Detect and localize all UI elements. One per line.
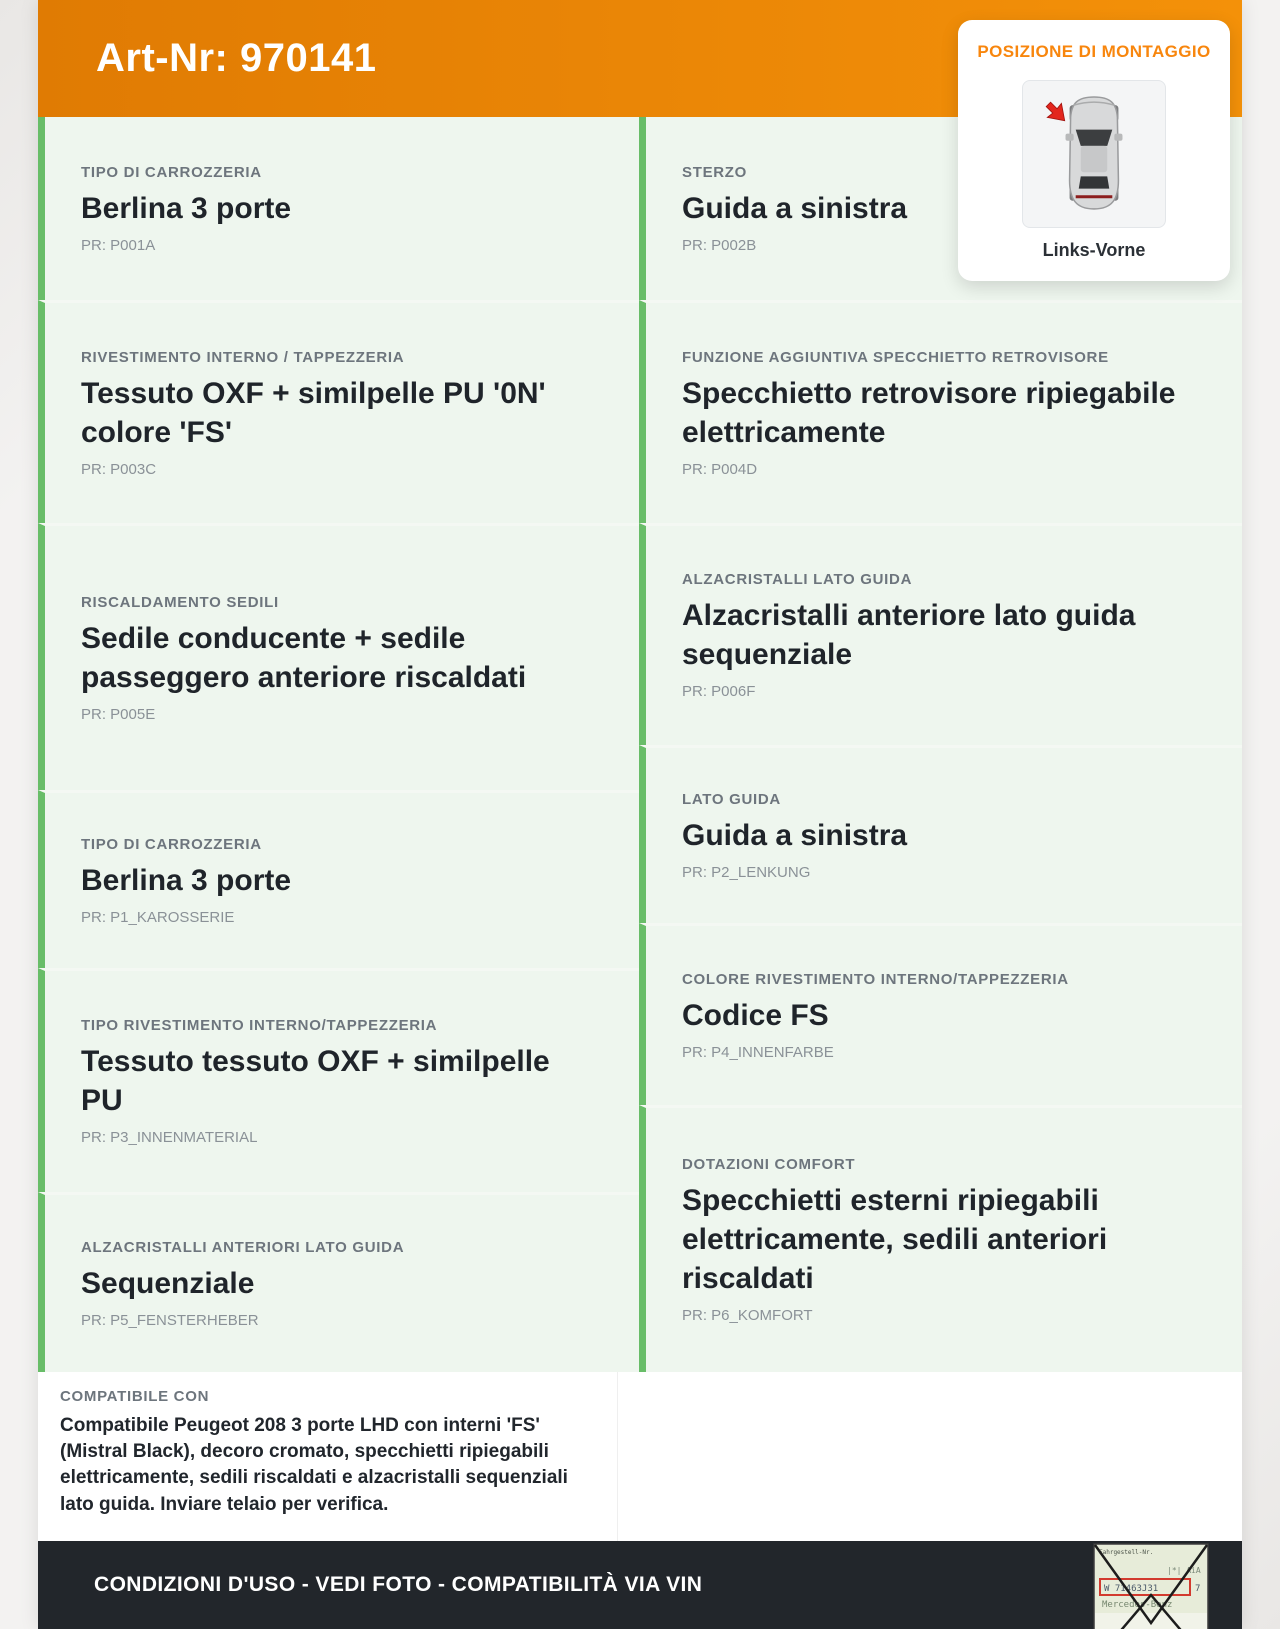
svg-text:|*| AiA: |*| AiA [1167, 1566, 1201, 1575]
option-title: Alzacristalli anteriore lato guida sequenziale [682, 599, 1136, 671]
option-pr-code: PR: P6_KOMFORT [682, 1307, 813, 1324]
crossed-envelope-vin-document-image [1093, 1543, 1209, 1629]
option-title: Specchietto retrovisore ripiegabile elettricamente [682, 376, 1176, 449]
option-title: Specchietti esterni ripiegabili elettricamente, sedili anteriori riscaldati [682, 1184, 1108, 1295]
option-card [38, 790, 639, 968]
svg-text:W 71463J31: W 71463J31 [1104, 1584, 1159, 1594]
option-card [38, 523, 639, 790]
option-pr-code: PR: P1_KAROSSERIE [81, 908, 235, 926]
option-label: LATO GUIDA [682, 790, 781, 808]
option-label: COLORE RIVESTIMENTO INTERNO/TAPPEZZERIA [682, 970, 1069, 988]
option-label: RIVESTIMENTO INTERNO / TAPPEZZERIA [81, 348, 405, 366]
option-label: STERZO [682, 163, 748, 181]
option-pr-code: PR: P006F [682, 683, 756, 700]
option-card [639, 1105, 1242, 1372]
svg-text:Fahrgestell-Nr.: Fahrgestell-Nr. [1099, 1549, 1154, 1556]
option-title: Tessuto tessuto OXF + similpelle PU [81, 1045, 550, 1117]
red-arrow-icon [1043, 99, 1069, 125]
option-pr-code: PR: P2_LENKUNG [682, 863, 811, 881]
footer-bar [38, 1541, 1242, 1629]
option-card [38, 117, 639, 300]
option-title: Berlina 3 porte [81, 191, 292, 225]
option-card [639, 923, 1242, 1105]
page-title: Art-Nr: 970141 [96, 36, 377, 80]
option-title: Berlina 3 porte [81, 863, 292, 897]
option-card [639, 745, 1242, 923]
svg-text:Mercedes-Benz: Mercedes-Benz [1102, 1600, 1173, 1610]
option-pr-code: PR: P002B [682, 236, 757, 254]
option-title: Sedile conducente + sedile passeggero anteriore riscaldati [81, 621, 527, 694]
option-pr-code: PR: P001A [81, 236, 156, 254]
mounting-position-title: POSIZIONE DI MONTAGGIO [977, 42, 1211, 61]
option-label: TIPO RIVESTIMENTO INTERNO/TAPPEZZERIA [81, 1017, 438, 1034]
mounting-position-value: Links-Vorne [1042, 240, 1146, 260]
option-title: Guida a sinistra [682, 818, 908, 852]
option-pr-code: PR: P5_FENSTERHEBER [81, 1311, 259, 1329]
option-card [38, 1192, 639, 1372]
footer-conditions-text: CONDIZIONI D'USO - VEDI FOTO - COMPATIBILITÀ VIA VIN [94, 1573, 703, 1596]
option-card [38, 300, 639, 523]
option-label: FUNZIONE AGGIUNTIVA SPECCHIETTO RETROVISORE [682, 348, 1109, 366]
car-top-view-icon [1063, 95, 1125, 213]
column-divider [617, 1372, 618, 1541]
compatibility-section [38, 1372, 1242, 1541]
option-card [639, 300, 1242, 523]
options-grid [38, 117, 1242, 1372]
option-pr-code: PR: P005E [81, 705, 156, 723]
mounting-position-image-frame [1022, 80, 1166, 228]
option-card [639, 523, 1242, 745]
option-pr-code: PR: P003C [81, 460, 157, 478]
svg-text:7: 7 [1195, 1584, 1201, 1594]
option-pr-code: PR: P004D [682, 460, 758, 478]
option-pr-code: PR: P3_INNENMATERIAL [81, 1129, 258, 1146]
option-title: Guida a sinistra [682, 191, 908, 225]
options-column-left [38, 117, 639, 1372]
option-label: RISCALDAMENTO SEDILI [81, 593, 279, 611]
option-label: TIPO DI CARROZZERIA [81, 163, 262, 181]
listing-page [38, 0, 1242, 1629]
mounting-position-card [958, 20, 1230, 281]
option-label: ALZACRISTALLI LATO GUIDA [682, 571, 913, 588]
option-label: TIPO DI CARROZZERIA [81, 835, 262, 853]
option-label: ALZACRISTALLI ANTERIORI LATO GUIDA [81, 1238, 405, 1256]
compatibility-label: COMPATIBILE CON [60, 1388, 210, 1405]
option-title: Tessuto OXF + similpelle PU '0N' colore 'FS' [81, 376, 546, 449]
option-pr-code: PR: P4_INNENFARBE [682, 1043, 834, 1061]
option-label: DOTAZIONI COMFORT [682, 1156, 856, 1173]
compatibility-text: Compatibile Peugeot 208 3 porte LHD con interni 'FS' (Mistral Black), decoro cromato, specchietti ripiegabili elettricamente, sedili riscaldati e alzacristalli sequenziali lato guida. Inviare telaio per verifica. [60, 1415, 568, 1515]
options-column-right [639, 117, 1242, 1372]
option-card [38, 968, 639, 1192]
option-title: Codice FS [682, 998, 829, 1032]
option-title: Sequenziale [81, 1266, 255, 1300]
